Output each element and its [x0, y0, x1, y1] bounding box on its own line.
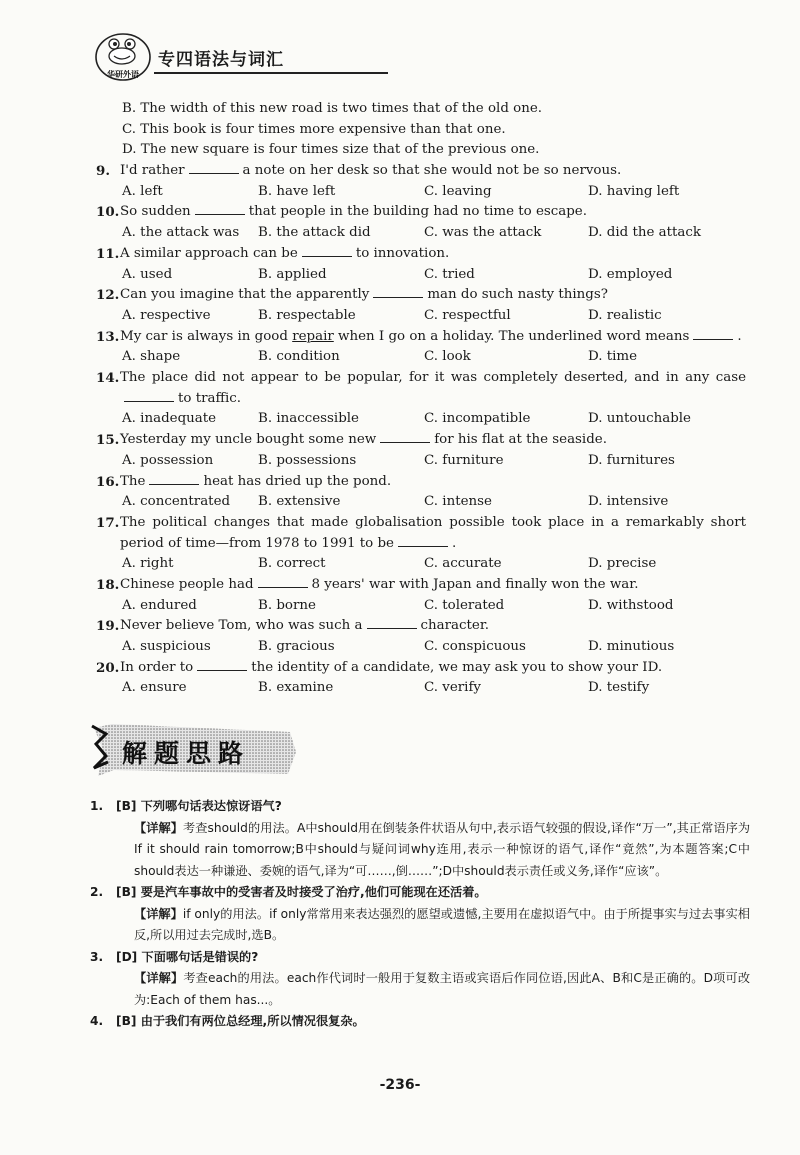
answer-explanations	[90, 796, 750, 1033]
section-banner	[90, 722, 300, 780]
options-10: A. the attack was B. the attack did C. was the attack D. did the attack	[122, 225, 701, 241]
question-14: 14. The place did not appear to be popular, for it was completely deserted, and in any caseto traffic.	[96, 370, 746, 406]
options-12: A. respective B. respectable C. respectful D. realistic	[122, 307, 662, 323]
options-20: A. ensure B. examine C. verify D. testify	[122, 680, 650, 696]
continued-option: C. This book is four times more expensive than that one.	[122, 121, 506, 137]
question-12: 12. Can you imagine that the apparently man do such nasty things?	[96, 287, 608, 304]
options-13: A. shape B. condition C. look D. time	[122, 349, 638, 365]
section-title: 解题思路	[122, 739, 251, 768]
continued-option: D. The new square is four times size that of the previous one.	[122, 142, 540, 158]
options-18: A. endured B. borne C. tolerated D. withstood	[122, 597, 674, 613]
options-14: A. inadequate B. inaccessible C. incompatible D. untouchable	[122, 411, 691, 427]
question-18: 18. Chinese people had 8 years' war with Japan and finally won the war.	[96, 576, 639, 593]
question-10: 10. So sudden that people in the building had no time to escape.	[96, 204, 587, 221]
options-9: A. left B. have left C. leaving D. having left	[122, 183, 680, 199]
question-13: 13. My car is always in good repair when I go on a holiday. The underlined word means .	[96, 328, 742, 345]
header-rule	[154, 72, 388, 74]
options-17: A. right B. correct C. accurate D. precise	[122, 556, 657, 572]
continued-option: B. The width of this new road is two times that of the old one.	[122, 101, 543, 116]
question-9: 9. I'd rather a note on her desk so that she would not be so nervous.	[96, 163, 622, 180]
answer-2: 2. [B] 要是汽车事故中的受害者及时接受了治疗,他们可能现在还活着。	[90, 885, 487, 899]
options-16: A. concentrated B. extensive C. intense D. intensive	[122, 494, 669, 510]
publisher-logo	[94, 30, 152, 82]
page-number: -236-	[379, 1077, 421, 1093]
options-15: A. possession B. possessions C. furniture D. furnitures	[122, 452, 675, 468]
question-20: 20. In order to the identity of a candidate, we may ask you to show your ID.	[96, 659, 663, 676]
question-15: 15. Yesterday my uncle bought some new for his flat at the seaside.	[96, 432, 607, 449]
question-block	[96, 99, 746, 699]
options-11: A. used B. applied C. tried D. employed	[122, 266, 673, 282]
answer-1-detail: 【详解】考查should的用法。A中should用在倒装条件状语从句中,表示语气较强的假设,译作“万一”,其正常语序为If it should rain tomorrow;B中should与疑问词why连用,表示一种惊讶的语气,译作“竟然”,为本题答案;C中should表达一种谦逊、委婉的语气,译为“可……,倒……”;D中should表示责任或义务,译作“应该”。	[134, 820, 751, 878]
answer-1: 1. [B] 下列哪句话表达惊讶语气?	[90, 799, 282, 813]
answer-3: 3. [D] 下面哪句话是错误的?	[90, 949, 259, 964]
question-17: 17. The political changes that made globalisation possible took place in a remarkably short period of time—from 1978 to 1991 to be .	[96, 514, 746, 551]
question-11: 11. A similar approach can be to innovation.	[96, 245, 450, 262]
options-19: A. suspicious B. gracious C. conspicuous D. minutious	[122, 639, 675, 655]
answer-2-detail: 【详解】if only的用法。if only常常用来表达强烈的愿望或遗憾,主要用在虚拟语气中。由于所提事实与过去事实相反,所以用过去完成时,选B。	[134, 906, 750, 942]
logo-text: 华研外语	[107, 70, 139, 79]
answer-3-detail: 【详解】考查each的用法。each作代词时一般用于复数主语或宾语后作同位语,因此A、B和C是正确的。D项可改为:Each of them has...。	[134, 971, 751, 1007]
answer-4: 4. [B] 由于我们有两位总经理,所以情况很复杂。	[90, 1014, 365, 1028]
book-title: 专四语法与词汇	[158, 50, 284, 70]
question-16: 16. The heat has dried up the pond.	[96, 473, 392, 490]
question-19: 19. Never believe Tom, who was such a character.	[96, 618, 490, 635]
